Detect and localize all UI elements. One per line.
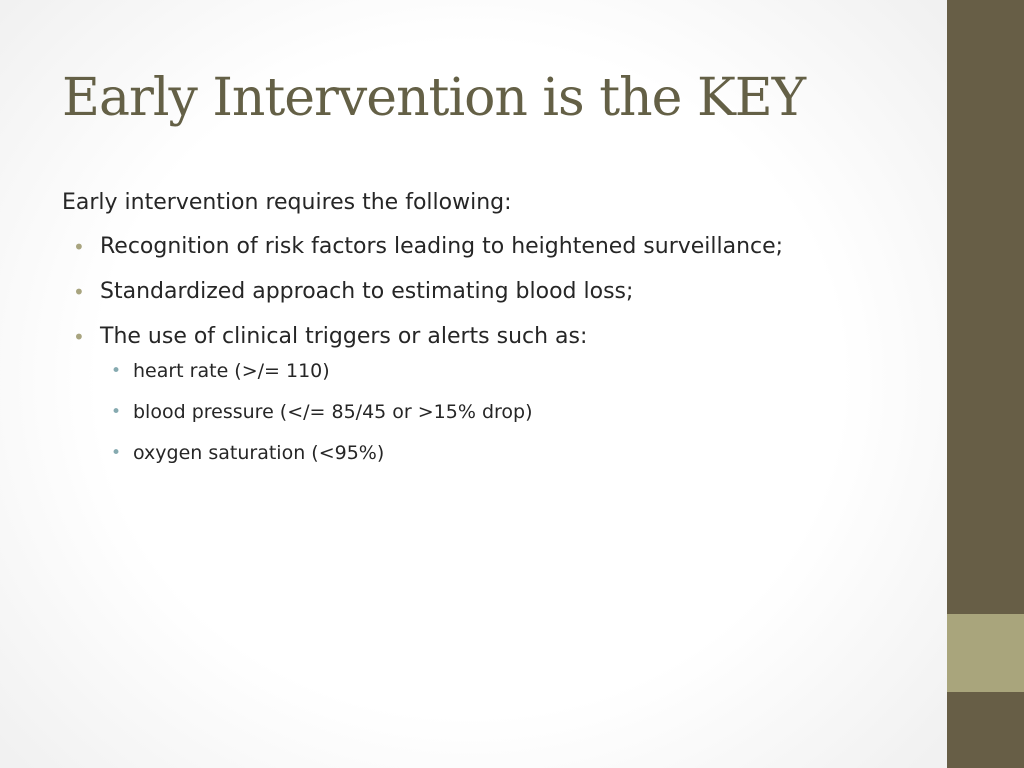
side-bar-dark-segment-bottom	[947, 692, 1024, 768]
bullet-item	[62, 320, 932, 468]
sub-bullet-item	[100, 438, 932, 468]
bullet-item	[62, 275, 932, 309]
intro-text: Early intervention requires the following:	[62, 190, 512, 215]
bullet-dot-icon: •	[73, 325, 85, 349]
sub-bullet-item	[100, 356, 932, 386]
bullet-dot-icon: •	[73, 280, 85, 304]
bullet-text: The use of clinical triggers or alerts such as:	[100, 324, 588, 349]
sub-bullet-dot-icon: •	[111, 443, 122, 463]
bullet-item	[62, 230, 932, 264]
slide-body	[62, 186, 932, 479]
bullet-dot-icon: •	[73, 235, 85, 259]
sub-bullet-text: blood pressure (</= 85/45 or >15% drop)	[133, 401, 533, 423]
side-accent-bar	[947, 0, 1024, 768]
bullet-text: Standardized approach to estimating blood loss;	[100, 279, 634, 304]
sub-bullet-dot-icon: •	[111, 402, 122, 422]
bullet-list	[62, 230, 932, 468]
side-bar-dark-segment	[947, 0, 1024, 614]
slide-title: Early Intervention is the KEY	[62, 68, 806, 128]
sub-bullet-dot-icon: •	[111, 361, 122, 381]
sub-bullet-list	[100, 356, 932, 468]
sub-bullet-text: oxygen saturation (<95%)	[133, 442, 385, 464]
sub-bullet-item	[100, 397, 932, 427]
bullet-text: Recognition of risk factors leading to heightened surveillance;	[100, 234, 784, 259]
sub-bullet-text: heart rate (>/= 110)	[133, 360, 330, 382]
side-bar-light-segment	[947, 614, 1024, 692]
